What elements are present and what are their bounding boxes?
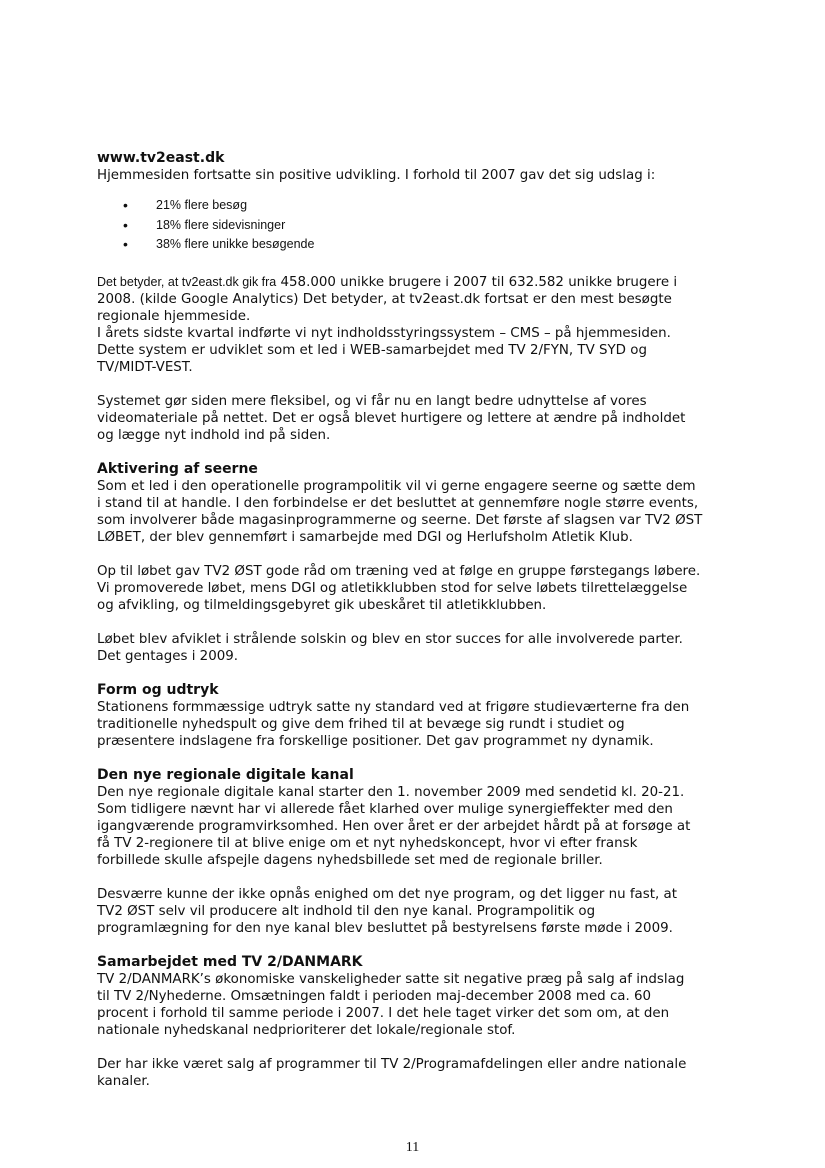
- list-item: • 38% flere unikke besøgende: [97, 235, 723, 255]
- section-heading-aktivering: Aktivering af seerne: [97, 460, 258, 477]
- kanal-paragraph-1: Den nye regionale digitale kanal starter den 1. november 2009 med sendetid kl. 20-21. Som tidligere nævnt har vi allerede fået klarhed over mulige synergieffekter med den igangværende programvirksomhed. Hen over året er der arbejdet hårdt på at forsøge at få TV 2-regionere til at blive enige om et nyt nyhedskoncept, hvor vi efter fransk forbillede skulle afspejle dagens nyhedsbillede set med de regionale briller.: [97, 784, 691, 868]
- bullet-icon: •: [123, 197, 128, 213]
- samarbejde-paragraph-1: TV 2/DANMARK’s økonomiske vanskeligheder satte sit negative præg på salg af indslag til TV 2/Nyhederne. Omsætningen faldt i perioden maj-december 2008 med ca. 60 procent i forhold til samme periode i 2007. I det hele taget virker det som om, at den nationale nyhedskanal nedprioriterer det lokale/regionale stof.: [97, 971, 685, 1038]
- section-heading-web: www.tv2east.dk: [97, 150, 225, 166]
- list-item: • 21% flere besøg: [97, 196, 723, 216]
- web-intro: Hjemmesiden fortsatte sin positive udvikling. I forhold til 2007 gav det sig udslag i:: [97, 168, 656, 183]
- section-heading-form: Form og udtryk: [97, 681, 219, 698]
- web-paragraph-1: Det betyder, at tv2east.dk gik fra 458.000 unikke brugere i 2007 til 632.582 unikke brugere i 2008. (kilde Google Analytics) Det betyder, at tv2east.dk fortsat er den mest besøgte regionale hjemmeside. I årets sidste kvartal indførte vi nyt indholdsstyringssystem – CMS – på hjemmesiden. Dette system er udviklet som et led i WEB-samarbejdet med TV 2/FYN, TV SYD og TV/MIDT-VEST.: [97, 274, 678, 375]
- page-number: 11: [405, 1140, 420, 1155]
- aktivering-paragraph-2: Op til løbet gav TV2 ØST gode råd om træning ved at følge en gruppe førstegangs løbere. Vi promoverede løbet, mens DGI og atletikklubben stod for selve løbets tilrettelæggelse og afvikling, og tilmeldingsgebyret gik ubeskåret til atletikklubben.: [97, 563, 701, 613]
- section-heading-kanal: Den nye regionale digitale kanal: [97, 766, 354, 783]
- form-paragraph-1: Stationens formmæssige udtryk satte ny standard ved at frigøre studieværterne fra den traditionelle nyhedspult og give dem frihed til at bevæge sig rundt i studiet og præsentere indslagene fra forskellige positioner. Det gav programmet ny dynamik.: [97, 699, 690, 749]
- bullet-icon: •: [123, 216, 128, 233]
- web-paragraph-2: Systemet gør siden mere fleksibel, og vi får nu en langt bedre udnyttelse af vores videomateriale på nettet. Det er også blevet hurtigere og lettere at ændre på indholdet og lægge nyt indhold ind på siden.: [97, 393, 686, 443]
- web-stats-list: [97, 196, 723, 255]
- aktivering-paragraph-3: Løbet blev afviklet i strålende solskin og blev en stor succes for alle involverede parter. Det gentages i 2009.: [97, 631, 683, 664]
- list-item: • 18% flere sidevisninger: [97, 216, 723, 236]
- section-heading-samarbejde: Samarbejdet med TV 2/DANMARK: [97, 953, 363, 970]
- document-body: [97, 150, 723, 1090]
- aktivering-paragraph-1: Som et led i den operationelle programpolitik vil vi gerne engagere seerne og sætte dem i stand til at handle. I den forbindelse er det besluttet at gennemføre nogle større events, som involverer både magasinprogrammerne og seerne. Det første af slagsen var TV2 ØST LØBET, der blev gennemført i samarbejde med DGI og Herlufsholm Atletik Klub.: [97, 478, 703, 545]
- kanal-paragraph-2: Desværre kunne der ikke opnås enighed om det nye program, og det ligger nu fast, at TV2 ØST selv vil producere alt indhold til den nye kanal. Programpolitik og programlægning for den nye kanal blev besluttet på bestyrelsens første møde i 2009.: [97, 886, 677, 936]
- bullet-icon: •: [123, 236, 128, 252]
- samarbejde-paragraph-2: Der har ikke været salg af programmer til TV 2/Programafdelingen eller andre nationale kanaler.: [97, 1056, 687, 1089]
